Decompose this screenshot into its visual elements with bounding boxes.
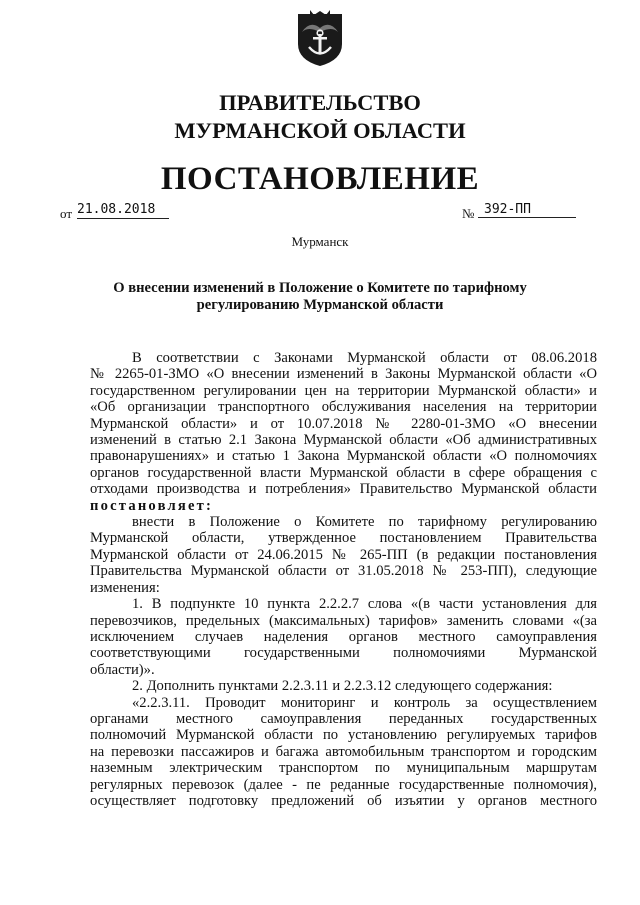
body-line: Правительства Мурманской области от 31.05.2018 № 253-ПП), следующие <box>90 563 597 580</box>
document-body <box>90 350 597 809</box>
body-line: осуществляет подготовку предложений об изъятии у органов местного <box>90 792 597 809</box>
body-line: на перевозки пассажиров и багажа автомобильным транспортом и городским <box>90 743 597 760</box>
body-line: внести в Положение о Комитете по тарифному регулированию <box>132 514 597 531</box>
body-line: государственном регулировании цен на территории Мурманской области» и <box>90 382 597 399</box>
body-line: изменений в статью 2.1 Закона Мурманской области «Об административных <box>90 432 597 449</box>
body-line: наземным электрическим транспортом по муниципальным маршрутам <box>90 760 597 777</box>
body-line: перевозчиков, предельных (максимальных) тарифов» заменить словами «(за <box>90 612 597 629</box>
body-line: отходами производства и потребления» Правительство Мурманской области <box>90 481 597 498</box>
body-line: регулярных перевозок (далее - пе реданные государственные полномочия), <box>90 776 597 793</box>
body-line: «2.2.3.11. Проводит мониторинг и контроль за осуществлением <box>132 694 597 711</box>
title-line: регулированию Мурманской области <box>196 297 444 313</box>
title-line: О внесении изменений в Положение о Комитете по тарифному <box>113 280 527 296</box>
body-line: № 2265-01-ЗМО «О внесении изменений в Законы Мурманской области «О <box>90 366 597 383</box>
body-line: Мурманской области от 24.06.2015 № 265-ПП (в редакции постановления <box>90 546 597 563</box>
body-line: 2. Дополнить пунктами 2.2.3.11 и 2.2.3.12 следующего содержания: <box>132 678 553 695</box>
city-name: Мурманск <box>291 234 349 249</box>
body-line: 1. В подпункте 10 пункта 2.2.2.7 слова «(в части установления для <box>132 596 597 613</box>
body-line: органов государственной власти Мурманской области в сфере обращения с <box>90 464 597 481</box>
body-line: Мурманской области, утвержденное постановлением Правительства <box>90 530 597 547</box>
body-line: органами местного самоуправления переданных государственных <box>90 710 597 727</box>
date-value: 21.08.2018 <box>77 202 169 219</box>
decree-word: постановляет: <box>90 497 214 514</box>
coat-of-arms-emblem <box>292 8 348 68</box>
body-line: В соответствии с Законами Мурманской области от 08.06.2018 <box>132 350 597 366</box>
organization-name-line1: ПРАВИТЕЛЬСТВО <box>219 90 421 115</box>
body-line: исключением случаев наделения органов местного самоуправления <box>90 628 597 645</box>
document-number: 392-ПП <box>478 202 576 218</box>
date-label: от <box>60 206 73 221</box>
body-line: изменения: <box>90 579 160 596</box>
body-line: правонарушениях» и статью 1 Закона Мурманской области «О полномочиях <box>90 448 597 465</box>
document-type-heading: ПОСТАНОВЛЕНИЕ <box>160 161 480 197</box>
body-line: области)». <box>90 661 155 678</box>
number-label: № <box>462 206 475 221</box>
organization-name-line2: МУРМАНСКОЙ ОБЛАСТИ <box>174 118 466 143</box>
body-line: Мурманской области» и от 10.07.2018 № 2280-01-ЗМО «О внесении <box>90 415 597 432</box>
body-line: полномочий Мурманской области по установлению регулируемых тарифов <box>90 727 597 744</box>
body-line: «Об организации транспортного обслуживания населения на территории <box>90 399 597 416</box>
document-title <box>90 280 550 314</box>
body-line: соответствующими государственными полномочиями Мурманской <box>90 645 597 662</box>
